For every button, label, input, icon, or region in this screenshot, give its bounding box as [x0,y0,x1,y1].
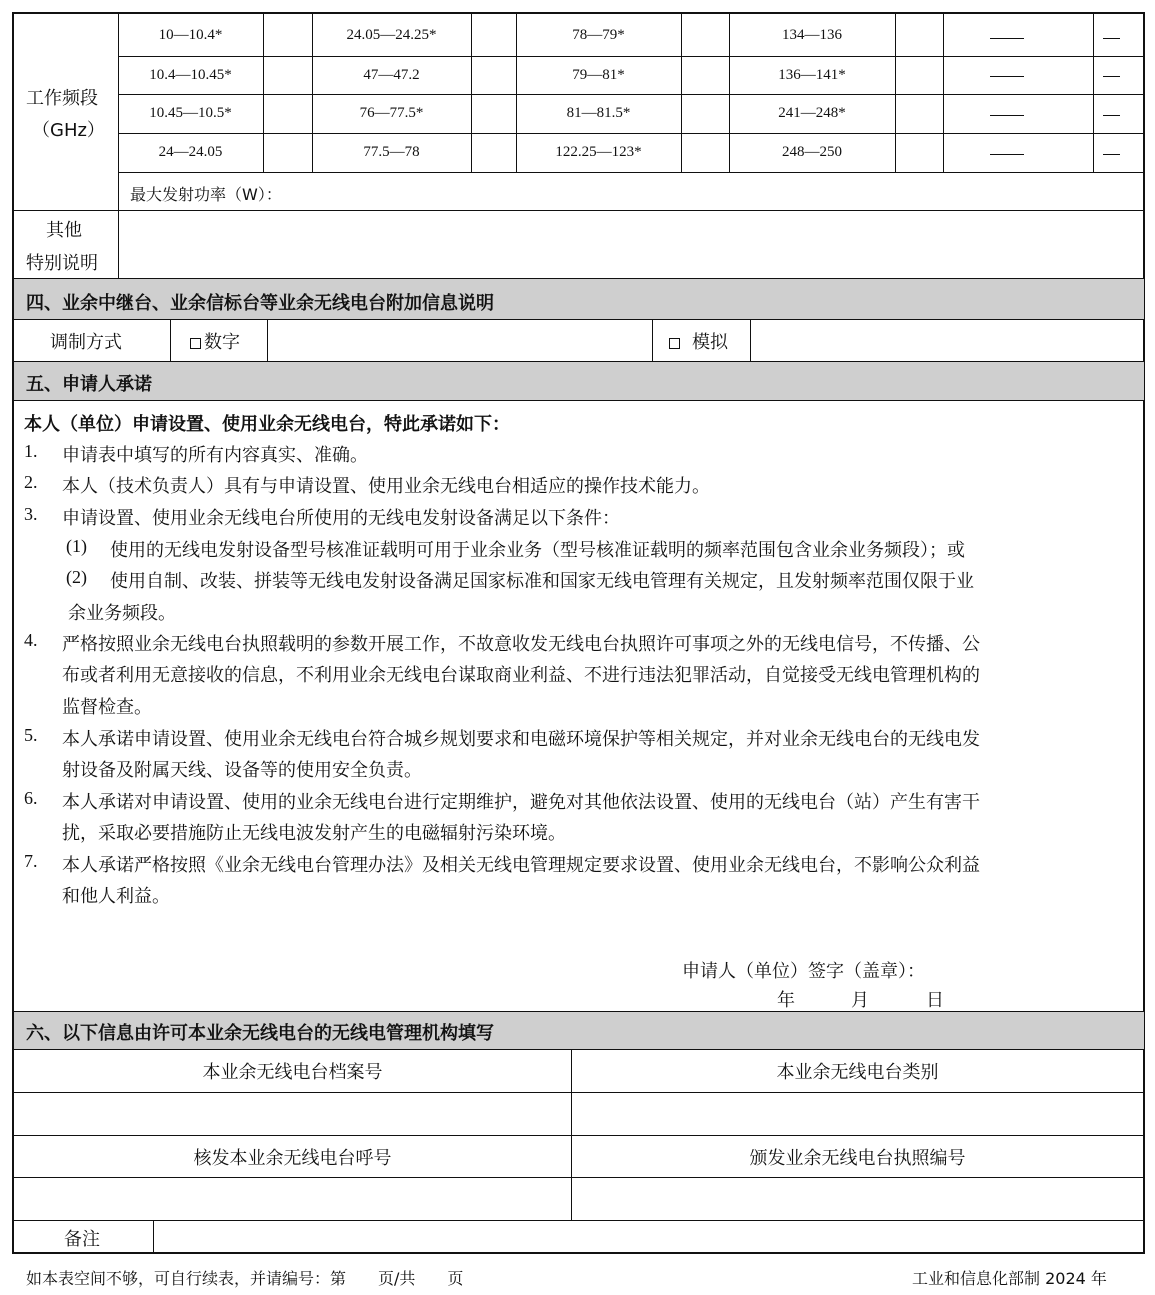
pledge-number: (2) [66,567,87,587]
pledge-text: 申请设置、使用业余无线电台所使用的无线电发射设备满足以下条件： [62,508,620,529]
pledge-text: 扰，采取必要措施防止无线电波发射产生的电磁辐射污染环境。 [62,823,566,844]
max-power-label: 最大发射功率（W）： [130,185,282,204]
pledge-line [24,472,1136,500]
callsign-label: 核发本业余无线电台呼号 [193,1147,392,1169]
pledge-text: 本人承诺申请设置、使用业余无线电台符合城乡规划要求和电磁环境保护等相关规定，并对业余无线电台的无线电发 [62,729,980,750]
pledge-text: 本人（技术负责人）具有与申请设置、使用业余无线电台相适应的操作技术能力。 [62,476,710,497]
signature-label: 申请人（单位）签字（盖章）： [682,961,925,982]
pledge-intro: 本人（单位）申请设置、使用业余无线电台，特此承诺如下： [24,414,510,435]
freq-cell: 78—79* [572,26,625,43]
pledge-line [24,661,1136,689]
dash-mark [1103,38,1120,39]
section5-title: 五、申请人承诺 [26,374,152,395]
digital-field[interactable] [269,321,651,359]
pledge-number: 2. [24,472,38,492]
digital-checkbox[interactable] [190,328,240,354]
pledge-line [24,693,1136,721]
freq-cell: 134—136 [782,26,842,43]
dash-mark [990,115,1024,116]
pledge-number: 6. [24,788,38,808]
other-notes-field[interactable] [120,212,1142,278]
analog-field[interactable] [752,321,1142,359]
other-label-2: 特别说明 [26,253,98,274]
dash-mark [1103,154,1120,155]
freq-cell: 10—10.4* [158,26,223,43]
pledge-number: (1) [66,536,87,556]
pledge-line [24,725,1136,753]
freq-cell: 24.05—24.25* [346,26,437,43]
freq-cell: 81—81.5* [566,105,631,121]
other-label: 其他 [46,220,82,241]
dash-mark [990,154,1024,155]
pledge-text: 监督检查。 [62,697,152,718]
remarks-label: 备注 [64,1229,100,1250]
frame-bottom [12,1252,1145,1254]
pledge-text: 布或者利用无意接收的信息，不利用业余无线电台谋取商业利益、不进行违法犯罪活动，自觉接受无线电管理机构的 [62,665,980,686]
dash-mark [990,76,1024,77]
pledge-text: 申请表中填写的所有内容真实、准确。 [62,445,368,466]
pledge-text: 余业务频段。 [68,603,176,624]
dash-mark [1103,76,1120,77]
pledge-line [24,819,1136,847]
freq-unit: （GHz） [32,120,105,141]
footer-note: 如本表空间不够，可自行续表，并请编号：第 页/共 页 [26,1269,464,1288]
pledge-line [24,788,1136,816]
license-no-label: 颁发业余无线电台执照编号 [749,1147,966,1169]
remarks-field[interactable] [155,1221,1142,1252]
pledge-number: 3. [24,504,38,524]
pledge-line [24,536,1136,564]
pledge-text: 使用自制、改装、拼装等无线电发射设备满足国家标准和国家无线电管理有关规定，且发射频率范围仅限于业 [110,571,974,592]
pledge-line [24,756,1136,784]
freq-label: 工作频段 [26,88,98,109]
freq-cell: 10.45—10.5* [149,105,232,121]
section5-header-bg [14,362,1144,400]
pledge-text: 本人承诺严格按照《业余无线电台管理办法》及相关无线电管理规定要求设置、使用业余无线电台，不影响公众利益 [62,855,980,876]
date-year: 年 [777,990,795,1011]
pledge-number: 7. [24,851,38,871]
freq-cell: 136—141* [778,66,846,83]
pledge-line [24,599,1136,627]
freq-cell: 77.5—78 [363,144,420,160]
dash-mark [990,38,1024,39]
archive-no-label: 本业余无线电台档案号 [202,1062,383,1083]
pledge-number: 5. [24,725,38,745]
section6-title: 六、以下信息由许可本业余无线电台的无线电管理机构填写 [26,1023,494,1044]
modulation-label: 调制方式 [50,332,122,353]
archive-no-field[interactable] [15,1093,570,1134]
freq-cell: 79—81* [572,66,625,83]
pledge-line [24,630,1136,658]
footer-issuer: 工业和信息化部制 2024 年 [912,1269,1107,1288]
pledge-line [24,504,1136,532]
checkbox-icon [669,338,680,349]
analog-checkbox[interactable] [669,328,728,354]
pledge-line [24,882,1136,910]
pledge-line [24,441,1136,469]
pledge-line [24,567,1136,595]
section4-title: 四、业余中继台、业余信标台等业余无线电台附加信息说明 [26,293,494,314]
freq-cell: 47—47.2 [363,66,420,83]
date-month: 月 [851,990,869,1011]
callsign-field[interactable] [15,1178,570,1219]
pledge-text: 射设备及附属天线、设备等的使用安全负责。 [62,760,422,781]
pledge-text: 严格按照业余无线电台执照载明的参数开展工作，不故意收发无线电台执照许可事项之外的无线电信号，不传播、公 [62,634,980,655]
freq-cell: 241—248* [778,105,846,121]
date-day: 日 [926,990,944,1011]
freq-cell: 24—24.05 [158,144,223,160]
freq-cell: 248—250 [782,144,842,160]
pledge-text: 本人承诺对申请设置、使用的业余无线电台进行定期维护，避免对其他依法设置、使用的无线电台（站）产生有害干 [62,792,980,813]
license-no-field[interactable] [573,1178,1142,1219]
frame-right [1143,12,1145,1254]
freq-cell: 76—77.5* [359,105,424,121]
pledge-number: 4. [24,630,38,650]
category-field[interactable] [573,1093,1142,1134]
analog-label: 模拟 [692,332,728,353]
dash-mark [1103,115,1120,116]
pledge-number: 1. [24,441,38,461]
pledge-text: 和他人利益。 [62,886,170,907]
pledge-line [24,851,1136,879]
freq-cell: 122.25—123* [555,144,642,160]
checkbox-icon [190,338,201,349]
digital-label: 数字 [204,332,240,353]
freq-cell: 10.4—10.45* [149,66,232,83]
pledge-text: 使用的无线电发射设备型号核准证载明可用于业余业务（型号核准证载明的频率范围包含业余业务频段）；或 [110,540,965,561]
category-label: 本业余无线电台类别 [776,1062,939,1083]
